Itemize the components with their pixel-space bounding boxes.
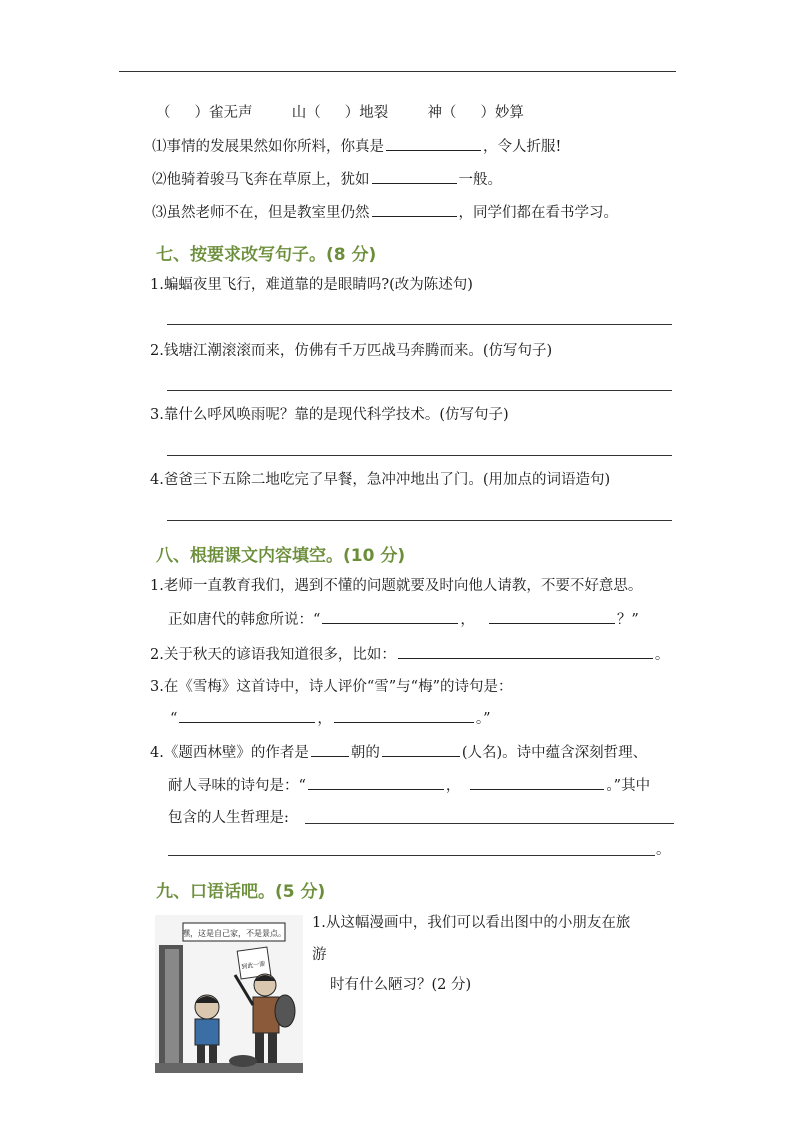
section-9-q1-line2: 游 [312,947,327,963]
section-8-q2: 2.关于秋天的谚语我知道很多，比如： 。 [150,644,669,665]
idiom-a-text: ）雀无声 [194,105,253,121]
idiom-c-post: ）妙算 [480,105,524,121]
answer-line[interactable] [305,823,674,824]
idiom-sentence-1: ⑴事情的发展果然如你所料，你真是 ，令人折服! [152,136,561,157]
section-8-heading: 八、根据课文内容填空。(10 分) [156,546,406,566]
answer-line[interactable] [167,390,672,391]
section-7-item-1: 1.蝙蝠夜里飞行，难道靠的是眼睛吗?(改为陈述句) [150,277,473,293]
comic-illustration [155,915,303,1073]
answer-line[interactable] [167,455,672,456]
section-9-q1-line1: 1.从这幅漫画中，我们可以看出图中的小朋友在旅 [312,915,631,931]
answer-line[interactable] [167,324,672,325]
answer-blank[interactable] [322,609,458,624]
answer-blank[interactable] [372,202,457,217]
answer-blank[interactable] [489,609,615,624]
section-9-q1-line3: 时有什么陋习？(2 分) [330,977,472,993]
idiom-a-open: （ [156,105,171,121]
idiom-c-pre: 神（ [427,105,457,121]
section-7-item-4: 4.爸爸三下五除二地吃完了早餐，急冲冲地出了门。(用加点的词语造句) [150,472,611,488]
answer-blank[interactable] [179,708,315,723]
answer-blank[interactable] [308,775,444,790]
answer-blank[interactable] [334,708,474,723]
idiom-sentence-3: ⑶虽然老师不在，但是教室里仍然 ，同学们都在看书学习。 [152,202,618,223]
section-9-heading: 九、口语话吧。(5 分) [156,882,326,902]
answer-blank[interactable] [386,136,481,151]
comic-sign-text: 到此一游 [240,960,266,971]
answer-blank[interactable] [382,742,460,757]
section-7-heading: 七、按要求改写句子。(8 分) [156,245,377,265]
section-8-q4-line3: 包含的人生哲理是: [168,810,289,826]
section-8-q4-line1: 4.《题西林壁》的作者是 朝的 (人名)。诗中蕴含深刻哲理、 [150,742,647,763]
answer-blank[interactable] [398,644,653,659]
idiom-row [156,103,524,123]
section-7-item-2: 2.钱塘江潮滚滚而来，仿佛有千万匹战马奔腾而来。(仿写句子) [150,343,553,359]
answer-blank[interactable] [470,775,604,790]
answer-blank[interactable] [311,742,349,757]
section-8-q4-line2: 耐人寻味的诗句是：“ ， 。”其中 [168,775,650,796]
section-8-q4-end: 。 [656,842,671,858]
section-8-q3-line1: 3.在《雪梅》这首诗中，诗人评价“雪”与“梅”的诗句是： [150,679,513,695]
section-8-q1-line1: 1.老师一直教育我们，遇到不懂的问题就要及时向他人请教，不要不好意思。 [150,578,643,594]
answer-line[interactable] [168,855,655,856]
answer-line[interactable] [167,520,672,521]
answer-blank[interactable] [372,169,457,184]
idiom-sentence-2: ⑵他骑着骏马飞奔在草原上，犹如 一般。 [152,169,502,190]
comic-bubble-text: 嘿，这是自己家，不是景点。 [182,929,286,938]
section-8-q1-line2: 正如唐代的韩愈所说：“ ， ？” [168,609,639,630]
idiom-b-post: ）地裂 [344,105,389,121]
header-rule [119,71,676,72]
idiom-b-pre: 山（ [291,105,321,121]
section-7-item-3: 3.靠什么呼风唤雨呢？靠的是现代科学技术。(仿写句子) [150,407,509,423]
section-8-q3-line2: “ ， 。” [170,708,491,729]
